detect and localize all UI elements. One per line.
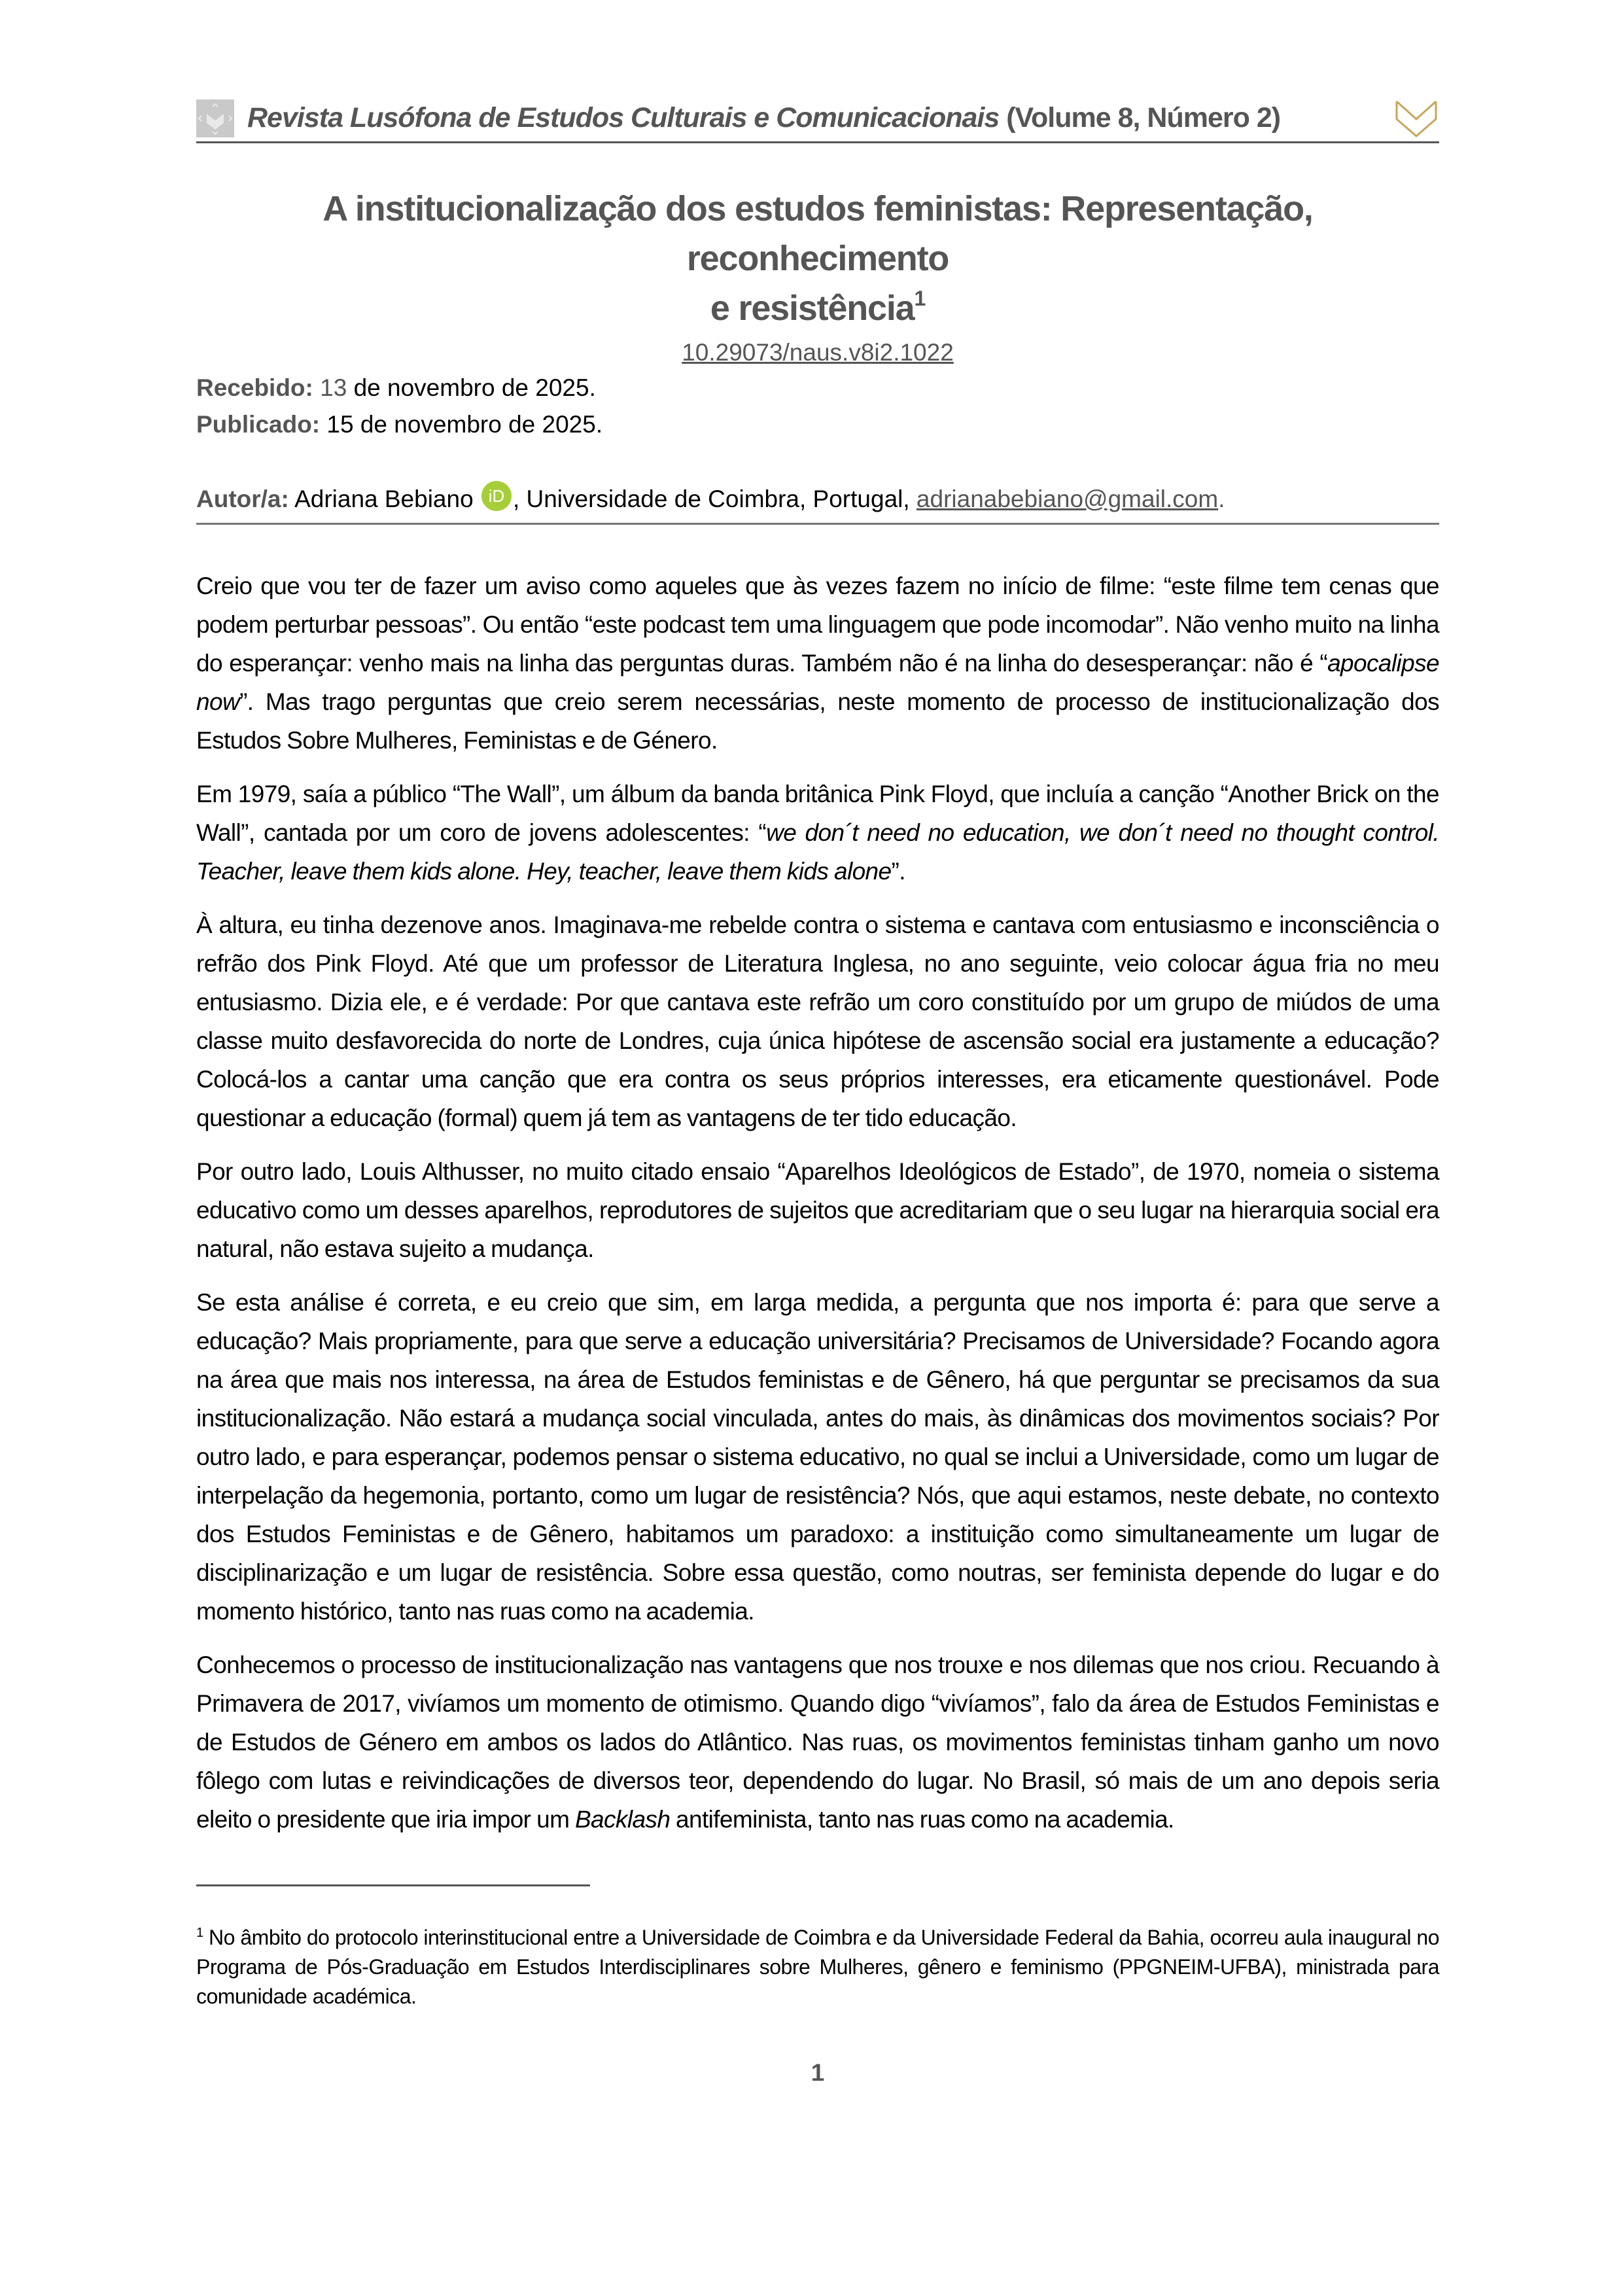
paragraph-1	[196, 567, 1439, 760]
article-body	[196, 567, 1439, 1839]
gold-chevron-logo-icon	[1395, 99, 1438, 137]
journal-issue: (Volume 8, Número 2)	[999, 102, 1281, 133]
published-label: Publicado:	[196, 411, 321, 438]
p2-lyrics-italic: we don´t need no education, we don´t need no thought control. Teacher, leave them kids alone. Hey, teacher, leave them kids alone	[196, 819, 1439, 885]
p6-text-b: antifeminista, tanto nas ruas como na academia.	[670, 1806, 1174, 1833]
paragraph-4: Por outro lado, Louis Althusser, no muito citado ensaio “Aparelhos Ideológicos de Estado”, de 1970, nomeia o sistema educativo como um desses aparelhos, reprodutores de sujeitos que acreditariam que o seu lugar na hierarquia social era natural, não estava sujeito a mudança.	[196, 1158, 1439, 1262]
title-footnote-ref[interactable]: 1	[914, 287, 926, 310]
published-value: 15 de novembro de 2025.	[326, 411, 603, 438]
doi	[196, 336, 1439, 370]
footnote-separator	[196, 1884, 590, 1886]
p2-text-a: Em 1979, saía a público “The Wall”, um álbum da banda britânica Pink Floyd, que incluía a canção “Another Brick on the Wall”, cantada por um coro de jovens adolescentes: “	[196, 781, 1439, 846]
title-line-2	[196, 283, 1439, 333]
author-line	[196, 481, 1439, 518]
orcid-icon[interactable]: iD	[481, 481, 512, 511]
footnote-text: No âmbito do protocolo interinstitucional entre a Universidade de Coimbra e da Universidade Federal da Bahia, ocorreu aula inaugural no Programa de Pós-Graduação em Estudos Interdisciplinares sobre Mulheres, gênero e feminismo (PPGNEIM-UFBA), ministrada para comunidade académica.	[196, 1926, 1439, 2008]
title-line-2-text: e resistência	[710, 289, 915, 328]
page-number: 1	[811, 2059, 825, 2086]
received-day: 13	[320, 374, 347, 401]
paragraph-3: À altura, eu tinha dezenove anos. Imaginava-me rebelde contra o sistema e cantava com entusiasmo e inconsciência o refrão dos Pink Floyd. Até que um professor de Literatura Inglesa, no ano seguinte, veio colocar água fria no meu entusiasmo. Dizia ele, e é verdade: Por que cantava este refrão um coro constituído por um grupo de miúdos de uma classe muito desfavorecida do norte de Londres, cuja única hipótese de ascensão social era justamente a educação? Colocá-los a cantar uma canção que era contra os seus próprios interesses, era eticamente questionável. Pode questionar a educação (formal) quem já tem as vantagens de ter tido educação.	[196, 911, 1439, 1131]
footnote-ref: 1	[196, 1926, 203, 1940]
email-suffix: .	[1218, 486, 1225, 512]
p1-italic: apocalipse now	[196, 650, 1439, 715]
title-line-1: A institucionalização dos estudos feministas: Representação, reconhecimento	[323, 189, 1313, 278]
p2-text-b: ”.	[891, 858, 905, 885]
author-affiliation: , Universidade de Coimbra, Portugal,	[512, 486, 916, 512]
journal-citation	[247, 101, 1280, 135]
running-header	[196, 97, 1439, 141]
doi-link[interactable]: 10.29073/naus.v8i2.1022	[682, 339, 954, 366]
received-label: Recebido:	[196, 374, 313, 401]
article-title	[196, 184, 1439, 333]
header-divider	[196, 141, 1439, 143]
paragraph-6	[196, 1646, 1439, 1839]
journal-name: Revista Lusófona de Estudos Culturais e Comunicacionais	[247, 102, 1000, 133]
author-email-link[interactable]: adrianabebiano@gmail.com	[916, 486, 1219, 512]
footnote-1	[196, 1923, 1439, 2011]
received-date	[196, 370, 1439, 406]
paragraph-2	[196, 775, 1439, 891]
published-date	[196, 406, 1439, 443]
p1-text-a: Creio que vou ter de fazer um aviso como aqueles que às vezes fazem no início de filme: “este filme tem cenas que podem perturbar pessoas”. Ou então “este podcast tem uma linguagem que pode incomodar”. Não venho muito na linha do esperançar: venho mais na linha das perguntas duras. Também não é na linha do desesperançar: não é “	[196, 573, 1439, 677]
chevron-compass-logo-icon	[196, 99, 234, 137]
author-label: Autor/a:	[196, 486, 289, 512]
p6-italic: Backlash	[574, 1806, 671, 1833]
author-divider	[196, 523, 1439, 525]
p1-text-b: ”. Mas trago perguntas que creio serem necessárias, neste momento de processo de institucionalização dos Estudos Sobre Mulheres, Feministas e de Género.	[196, 688, 1439, 754]
p6-text-a: Conhecemos o processo de institucionalização nas vantagens que nos trouxe e nos dilemas que nos criou. Recuando à Primavera de 2017, vivíamos um momento de otimismo. Quando digo “vivíamos”, falo da área de Estudos Feministas e de Estudos de Género em ambos os lados do Atlântico. Nas ruas, os movimentos feministas tinham ganho um novo fôlego com lutas e reivindicações de diversos teor, dependendo do lugar. No Brasil, só mais de um ano depois seria eleito o presidente que iria impor um	[196, 1651, 1439, 1833]
document-page	[196, 0, 1439, 2141]
paragraph-5: Se esta análise é correta, e eu creio que sim, em larga medida, a pergunta que nos importa é: para que serve a educação? Mais propriamente, para que serve a educação universitária? Precisamos de Universidade? Focando agora na área que mais nos interessa, na área de Estudos feministas e de Gênero, há que perguntar se precisamos da sua institucionalização. Não estará a mudança social vinculada, antes do mais, às dinâmicas dos movimentos sociais? Por outro lado, e para esperançar, podemos pensar o sistema educativo, no qual se inclui a Universidade, como um lugar de interpelação da hegemonia, portanto, como um lugar de resistência? Nós, que aqui estamos, neste debate, no contexto dos Estudos Feministas e de Gênero, habitamos um paradoxo: a instituição como simultaneamente um lugar de disciplinarização e um lugar de resistência. Sobre essa questão, como noutras, ser feminista depende do lugar e do momento histórico, tanto nas ruas como na academia.	[196, 1289, 1439, 1625]
received-rest: de novembro de 2025.	[347, 374, 596, 401]
author-name: Adriana Bebiano	[288, 486, 480, 512]
